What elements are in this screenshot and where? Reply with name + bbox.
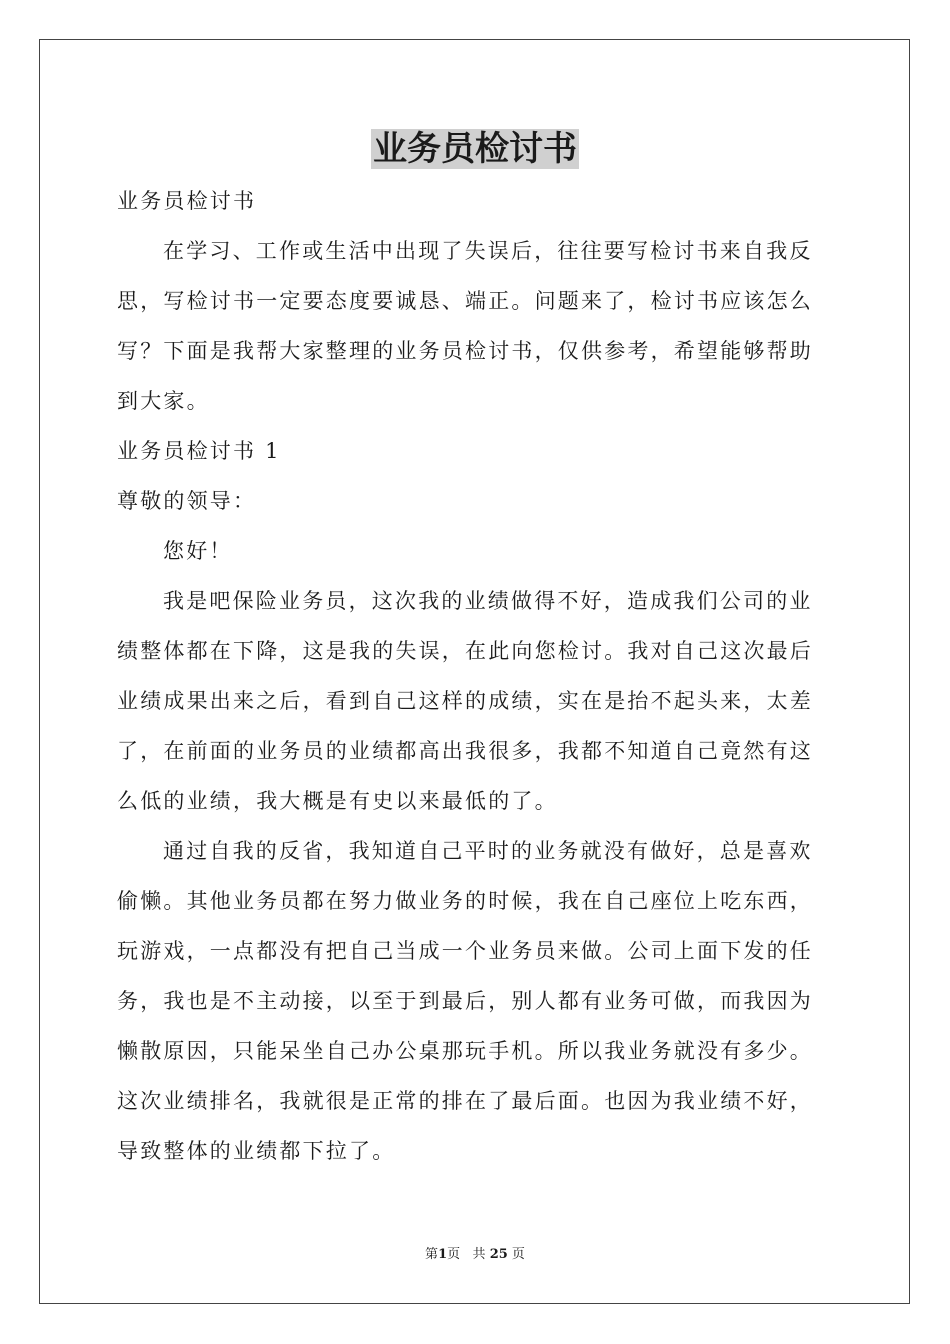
greeting: 您好！: [163, 539, 233, 563]
section-heading: 业务员检讨书 1: [117, 439, 281, 463]
body-line: 么低的业绩，我大概是有史以来最低的了。: [117, 789, 558, 813]
body-line: 到大家。: [117, 389, 210, 413]
total-label-prefix: 共: [472, 1247, 486, 1262]
body-line: 业务员检讨书: [117, 189, 257, 213]
body-line: 这次业绩排名，我就很是正常的排在了最后面。也因为我业绩不好，: [117, 1089, 813, 1113]
body-line: 写？下面是我帮大家整理的业务员检讨书，仅供参考，希望能够帮助: [117, 339, 813, 363]
body-line: 玩游戏，一点都没有把自己当成一个业务员来做。公司上面下发的任: [117, 939, 813, 963]
body-line: 导致整体的业绩都下拉了。: [117, 1139, 396, 1163]
document-body: [117, 176, 835, 1176]
body-line: 偷懒。其他业务员都在努力做业务的时候，我在自己座位上吃东西，: [117, 889, 813, 913]
document-title: [0, 126, 950, 172]
body-line: 懒散原因，只能呆坐自己办公桌那玩手机。所以我业务就没有多少。: [117, 1039, 813, 1063]
body-line: 了，在前面的业务员的业绩都高出我很多，我都不知道自己竟然有这: [117, 739, 813, 763]
page-label-suffix: 页: [447, 1247, 461, 1262]
page-label-prefix: 第: [425, 1247, 439, 1262]
body-line: 我是吧保险业务员，这次我的业绩做得不好，造成我们公司的业: [163, 589, 813, 613]
body-line: 业绩成果出来之后，看到自己这样的成绩，实在是抬不起头来，太差: [117, 689, 813, 713]
page-number: 1: [438, 1247, 448, 1262]
total-pages: 25: [489, 1247, 508, 1262]
body-line: 思，写检讨书一定要态度要诚恳、端正。问题来了，检讨书应该怎么: [117, 289, 813, 313]
body-line: 在学习、工作或生活中出现了失误后，往往要写检讨书来自我反: [163, 239, 813, 263]
salutation: 尊敬的领导：: [117, 489, 257, 513]
body-line: 通过自我的反省，我知道自己平时的业务就没有做好，总是喜欢: [163, 839, 813, 863]
page-footer: [0, 1246, 950, 1264]
total-label-suffix: 页: [511, 1247, 525, 1262]
body-line: 务，我也是不主动接，以至于到最后，别人都有业务可做，而我因为: [117, 989, 813, 1013]
body-line: 绩整体都在下降，这是我的失误，在此向您检讨。我对自己这次最后: [117, 639, 813, 663]
document-title-text: 业务员检讨书: [373, 129, 577, 169]
